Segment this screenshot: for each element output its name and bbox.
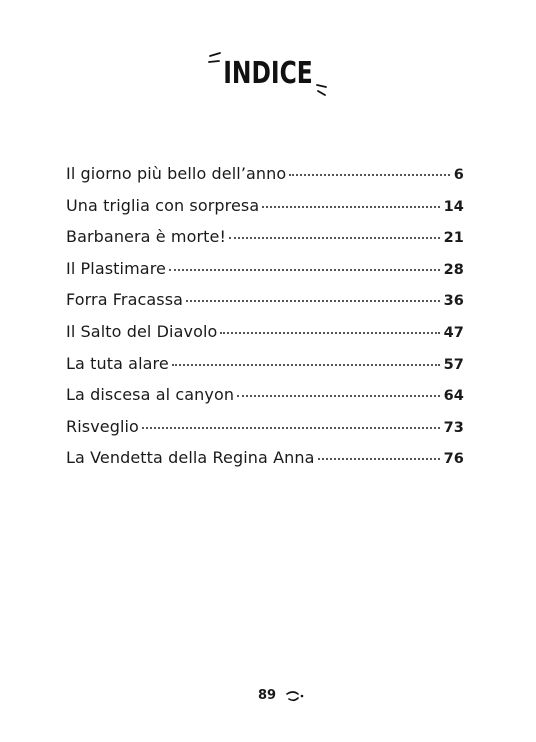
page-number: 89 [258,688,277,703]
toc-entry [66,290,464,322]
toc-entry [66,448,464,480]
toc-entry-title: La Vendetta della Regina Anna [66,448,315,468]
swirl-icon [285,689,305,703]
toc-entry-title: Il Salto del Diavolo [66,321,218,341]
toc-entry-title: Il Plastimare [66,258,166,278]
dot-leader [289,174,449,176]
dot-leader [262,206,439,208]
page-title: INDICE [223,56,313,91]
toc-entry-title: Risveglio [66,416,139,436]
toc-entry-title: La tuta alare [66,353,169,373]
title-area [0,48,536,108]
dot-leader [237,395,440,397]
dot-leader [169,269,440,271]
toc-entry-title: Forra Fracassa [66,290,184,310]
toc-entry-title: Una triglia con sorpresa [66,195,260,215]
toc-entry-page: 76 [443,451,464,468]
toc-entry [66,354,464,386]
toc-entry-page: 21 [443,230,464,247]
toc-entry-page: 57 [443,356,464,373]
toc-entry [66,322,464,354]
toc-entry-page: 36 [443,293,464,310]
toc-entry-page: 14 [443,198,464,215]
toc-entry [66,417,464,449]
toc-entry [66,164,464,196]
toc-entry-title: Il giorno più bello dell’anno [66,164,287,183]
toc-entry-page: 6 [453,167,464,183]
dot-leader [172,364,440,366]
dot-leader [142,427,440,429]
toc-entry [66,259,464,291]
toc-entry-page: 28 [443,261,464,278]
toc-entry-title: La discesa al canyon [66,385,235,405]
toc-entry-page: 47 [443,324,464,341]
toc-entry [66,196,464,228]
table-of-contents [66,164,464,480]
dot-leader [186,300,440,302]
dot-leader [229,237,440,239]
page-footer [0,688,536,708]
dot-leader [220,332,439,334]
toc-entry-page: 73 [443,419,464,436]
toc-entry [66,385,464,417]
dot-leader [318,458,440,460]
spark-lines-right-icon [312,80,334,102]
toc-entry [66,227,464,259]
toc-entry-page: 64 [443,388,464,405]
toc-entry-title: Barbanera è morte! [66,227,226,247]
